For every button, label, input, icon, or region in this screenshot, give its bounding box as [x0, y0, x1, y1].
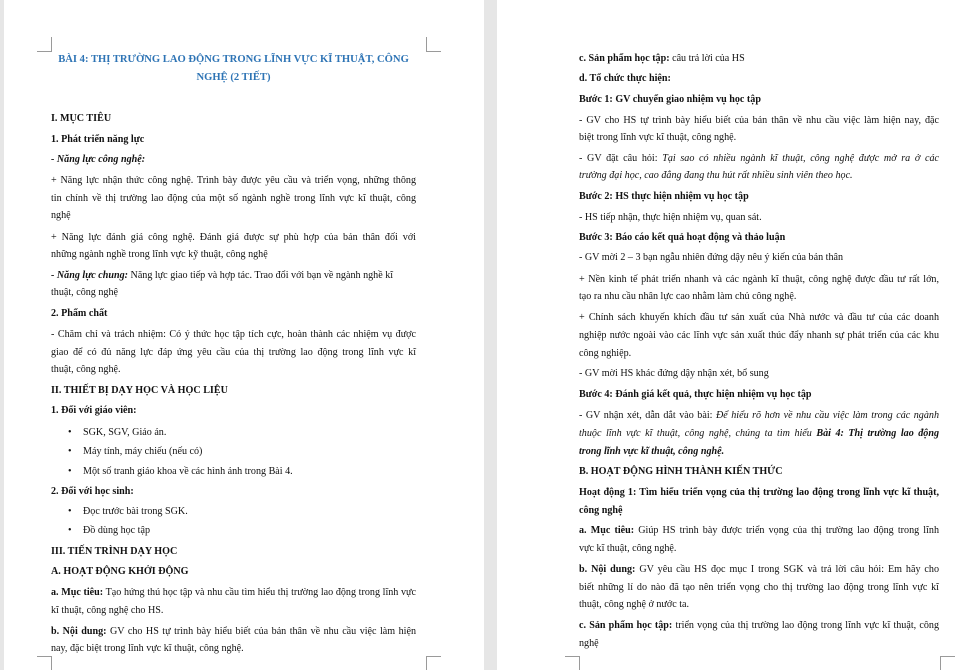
inline-label: c. Sản phẩm học tập: — [579, 620, 673, 631]
subsection-heading: 2. Đối với học sinh: — [51, 486, 134, 497]
inline-label: b. Nội dung: — [51, 626, 107, 637]
paragraph-line: trong lĩnh vực kĩ thuật, công nghệ. — [579, 446, 725, 457]
section-heading: B. HOẠT ĐỘNG HÌNH THÀNH KIẾN THỨC — [579, 466, 783, 477]
inline-label: c. Sản phẩm học tập: — [579, 53, 670, 64]
inline-text: Giúp HS trình bày được triển vọng của thị trường lao động trong lĩnh — [634, 525, 940, 536]
inline-text: Để hiểu rõ hơn về nhu cầu việc làm trong các ngành — [715, 410, 939, 421]
margin-mark — [37, 37, 52, 52]
subsection-heading: - Năng lực công nghệ: — [51, 154, 146, 165]
list-item: • SGK, SGV, Giáo án. — [51, 426, 416, 440]
paragraph-line — [579, 563, 939, 577]
inline-text: GV yêu cầu HS đọc mục I trong SGK và trả lời câu hỏi: Em hãy cho — [635, 564, 939, 575]
section-heading: A. HOẠT ĐỘNG KHỞI ĐỘNG — [51, 566, 189, 577]
paragraph-line: nghệ — [51, 210, 71, 221]
paragraph-line: nghệ — [579, 638, 599, 649]
paragraph-line — [579, 524, 939, 538]
inline-text: Năng lực giao tiếp và hợp tác. Trao đổi với bạn về ngành nghề kĩ — [128, 270, 394, 281]
inline-lesson-name: Bài 4: Thị trường lao động — [816, 428, 940, 439]
margin-mark — [426, 37, 441, 52]
paragraph-line — [579, 152, 939, 166]
step-heading: Bước 2: HS thực hiện nhiệm vụ học tập — [579, 191, 749, 202]
paragraph-line: nghiệp nước ngoài vào các lĩnh vực sản xuất thúc đẩy nhanh sự phát triển của các khu — [579, 330, 939, 341]
inline-text: triển vọng của thị trường lao động trong lĩnh vực kĩ thuật, công — [672, 620, 939, 631]
margin-mark — [565, 656, 580, 670]
subsection-heading: 1. Đối với giáo viên: — [51, 405, 137, 416]
subsection-heading: d. Tổ chức thực hiện: — [579, 73, 671, 84]
margin-mark — [37, 656, 52, 670]
paragraph-line — [51, 625, 416, 639]
paragraph-line — [51, 586, 416, 600]
list-item: • Một số tranh giáo khoa về các hình ảnh trong Bài 4. — [51, 465, 416, 479]
paragraph-line: thuật, công nghệ ở nước ta. — [579, 599, 690, 610]
document-page-left — [4, 0, 484, 670]
margin-mark — [426, 656, 441, 670]
paragraph-line: nay, đặc biệt trong lĩnh vực kĩ thuật, công nghệ. — [51, 643, 244, 654]
paragraph-line: biết những lí do nào đã tạo nên triển vọng cho thị trường lao động trong lĩnh vực kĩ — [579, 582, 939, 593]
paragraph-line: biệt trong lĩnh vực kĩ thuật, công nghệ. — [579, 132, 737, 143]
inline-text: - GV nhận xét, dẫn dắt vào bài: — [579, 410, 716, 421]
paragraph-line — [579, 52, 939, 66]
paragraph-line: + Năng lực nhận thức công nghệ. Trình bày được yêu cầu và triển vọng, những thông — [51, 175, 416, 186]
paragraph-line: trường đại học, cao đẳng đang thu hút rất nhiều sinh viên theo học. — [579, 170, 853, 181]
paragraph-line: thuật, công nghệ. — [51, 364, 121, 375]
subsection-heading: 1. Phát triển năng lực — [51, 134, 145, 145]
inline-text: thuộc lĩnh vực kĩ thuật, công nghệ, chúng ta tìm hiểu — [579, 428, 817, 439]
paragraph-line: tạo ra nhu cầu nhân lực cao nhằm làm chủ công nghệ. — [579, 291, 797, 302]
paragraph-line: - HS tiếp nhận, thực hiện nhiệm vụ, quan sát. — [579, 212, 762, 223]
paragraph-line — [579, 427, 939, 441]
paragraph-line — [51, 269, 416, 283]
document-page-right — [497, 0, 976, 670]
inline-text: câu trả lời của HS — [669, 53, 745, 64]
paragraph-line: vực kĩ thuật, công nghệ. — [579, 543, 677, 554]
inline-text: GV cho HS tự trình bày hiểu biết của bản thân về nhu cầu việc làm hiện — [106, 626, 416, 637]
paragraph-line: - GV cho HS tự trình bày hiểu biết của bản thân về nhu cầu việc làm hiện nay, đặc — [579, 115, 939, 126]
paragraph-line: + Nền kinh tế phát triển nhanh và các ngành kĩ thuật, công nghệ được đầu tư rất lớn, — [579, 274, 939, 285]
section-heading: II. THIẾT BỊ DẠY HỌC VÀ HỌC LIỆU — [51, 385, 228, 396]
activity-heading: Hoạt động 1: Tìm hiểu triển vọng của thị trường lao động trong lĩnh vực kĩ thuật, — [579, 487, 939, 498]
list-item: • Máy tính, máy chiếu (nếu có) — [51, 445, 416, 459]
paragraph-line: những ngành nghề trong lĩnh vực kỹ thuật, công nghệ — [51, 249, 268, 260]
paragraph-line: - Chăm chỉ và trách nhiệm: Có ý thức học tập tích cực, hoàn thành các nhiệm vụ được — [51, 329, 416, 340]
lesson-title: NGHỆ (2 TIẾT) — [196, 72, 271, 83]
activity-heading: công nghệ — [579, 505, 623, 516]
paragraph-line: thuật, công nghệ — [51, 287, 118, 298]
paragraph-line: công nghiệp. — [579, 348, 632, 359]
inline-label: a. Mục tiêu: — [579, 525, 635, 536]
lesson-title: BÀI 4: THỊ TRƯỜNG LAO ĐỘNG TRONG LĨNH VỰC KĨ THUẬT, CÔNG — [58, 54, 409, 65]
paragraph-line: tin chính về thị trường lao động của một số ngành nghề trong lĩnh vực kĩ thuật, công — [51, 193, 416, 204]
inline-label: b. Nội dung: — [579, 564, 636, 575]
paragraph-line: - GV mời HS khác đứng dậy nhận xét, bổ sung — [579, 368, 769, 379]
list-item: • Đồ dùng học tập — [51, 524, 416, 538]
list-item: • Đọc trước bài trong SGK. — [51, 505, 416, 519]
paragraph-line — [579, 409, 939, 423]
paragraph-line — [579, 619, 939, 633]
step-heading: Bước 4: Đánh giá kết quả, thực hiện nhiệm vụ học tập — [579, 389, 812, 400]
paragraph-line: - GV mời 2 – 3 bạn ngẫu nhiên đứng dậy nêu ý kiến của bản thân — [579, 252, 844, 263]
step-heading: Bước 1: GV chuyển giao nhiệm vụ học tập — [579, 94, 761, 105]
paragraph-line: + Năng lực đánh giá công nghệ. Đánh giá được sự phù hợp của bản thân đối với — [51, 232, 416, 243]
inline-text: - GV đặt câu hỏi: — [579, 153, 663, 164]
inline-label: a. Mục tiêu: — [51, 587, 104, 598]
inline-question: Tại sao có nhiều ngành kĩ thuật, công nghệ được mở ra ở các — [662, 153, 939, 164]
paragraph-line: giao để có đủ năng lực đáp ứng yêu cầu của thị trường lao động trong lĩnh vực kĩ — [51, 347, 416, 358]
section-heading: III. TIẾN TRÌNH DẠY HỌC — [51, 546, 178, 557]
inline-label: - Năng lực chung: — [51, 270, 128, 281]
margin-mark — [940, 656, 955, 670]
step-heading: Bước 3: Báo cáo kết quả hoạt động và thảo luận — [579, 232, 786, 243]
inline-text: Tạo hứng thú học tập và nhu cầu tìm hiểu thị trường lao động trong lĩnh vực — [103, 587, 417, 598]
subsection-heading: 2. Phẩm chất — [51, 308, 108, 319]
paragraph-line: + Chính sách khuyến khích đầu tư sản xuất của Nhà nước và đầu tư của các doanh — [579, 312, 939, 323]
section-heading: I. MỤC TIÊU — [51, 113, 112, 124]
paragraph-line: kĩ thuật, công nghệ cho HS. — [51, 605, 164, 616]
